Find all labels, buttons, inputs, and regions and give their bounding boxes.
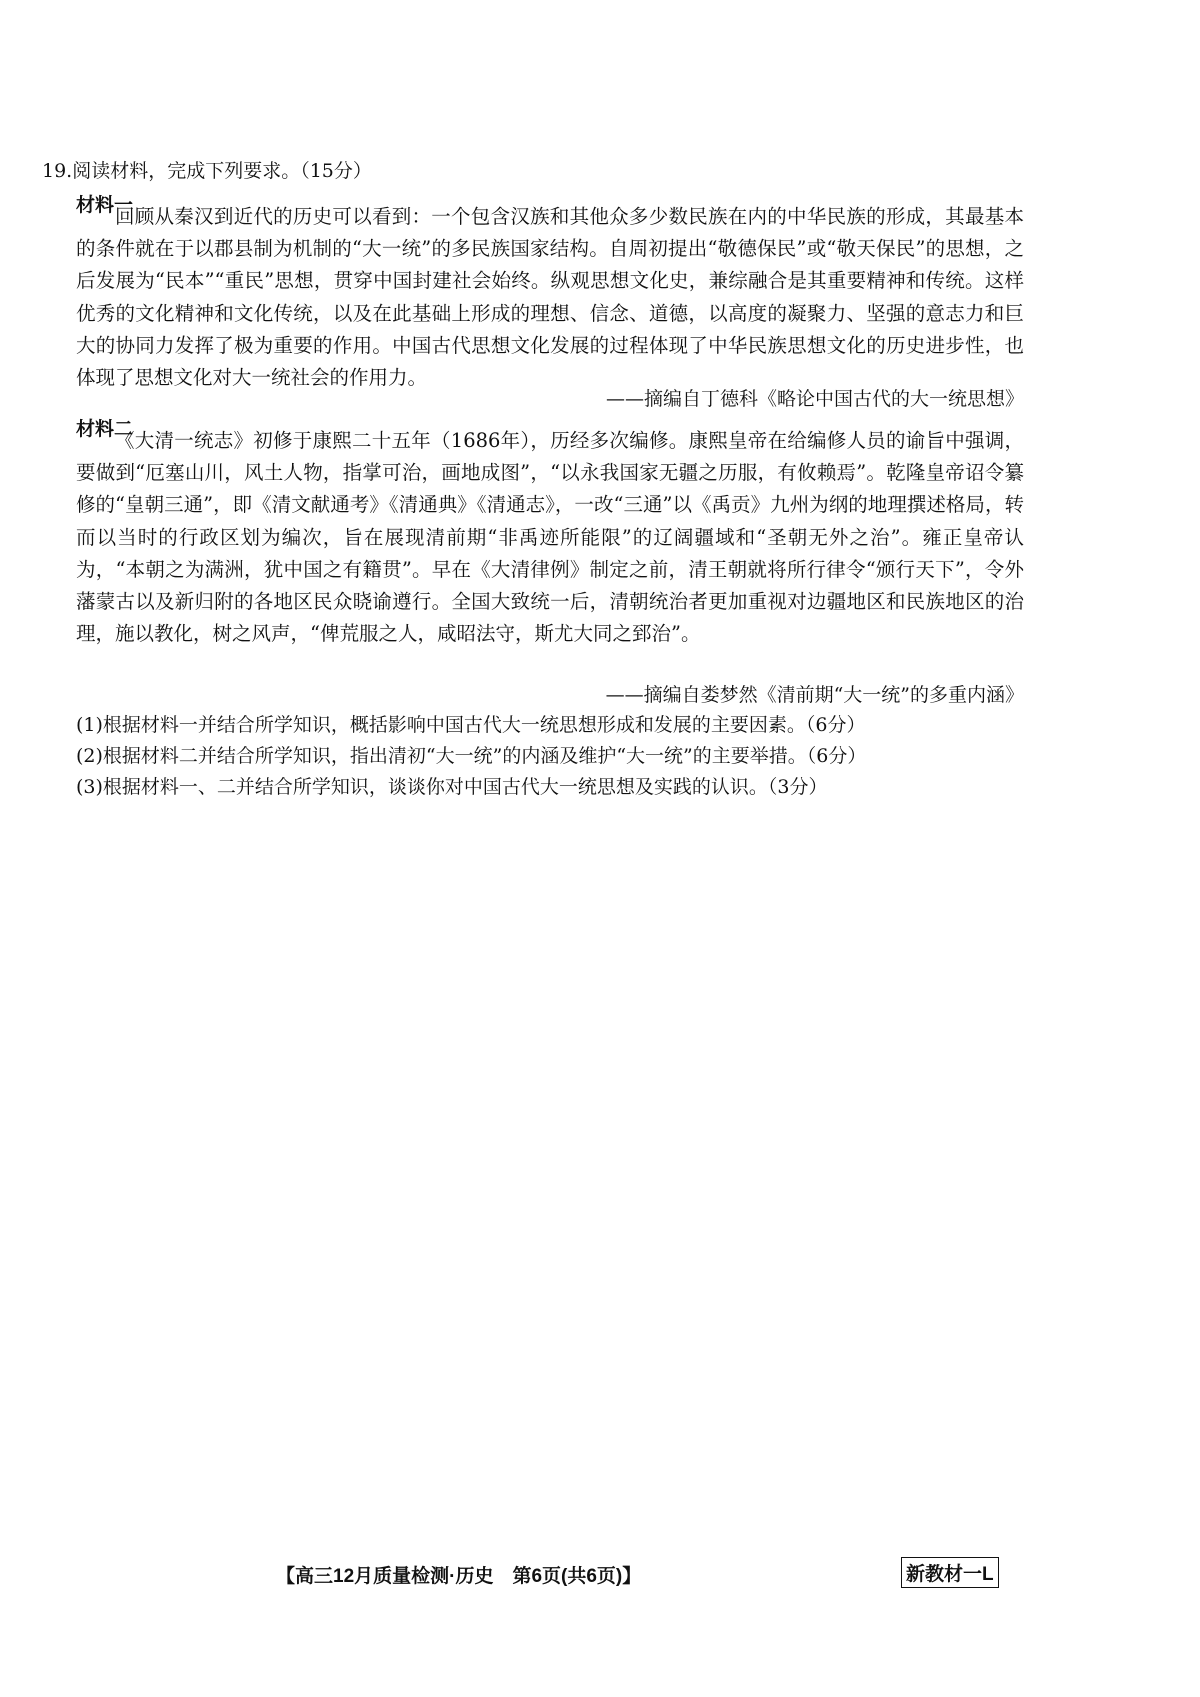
material-1-source: ——摘编自丁德科《略论中国古代的大一统思想》 (605, 388, 1024, 410)
material-2-source: ——摘编自娄梦然《清前期“大一统”的多重内涵》 (605, 684, 1024, 706)
edition-badge: 新教材一L (901, 1557, 999, 1588)
material-2-title: 材料二 (76, 418, 134, 440)
subquestion-1: (1)根据材料一并结合所学知识，概括影响中国古代大一统思想形成和发展的主要因素。（6分） (76, 714, 866, 736)
question-header: 19.阅读材料，完成下列要求。（15分） (42, 160, 372, 182)
subquestion-2: (2)根据材料二并结合所学知识，指出清初“大一统”的内涵及维护“大一统”的主要举措。（6分） (76, 745, 867, 767)
material-2-text: 《大清一统志》初修于康熙二十五年（1686年），历经多次编修。康熙皇帝在给编修人员的谕旨中强调，要做到“厄塞山川，风土人物，指掌可治，画地成图”，“以永我国家无疆之历服，有攸赖焉”。乾隆皇帝诏令纂修的“皇朝三通”，即《清文献通考》《清通典》《清通志》，一改“三通”以《禹贡》九州为纲的地理撰述格局，转而以当时的行政区划为编次，旨在展现清前期“非禹迹所能限”的辽阔疆域和“圣朝无外之治”。雍正皇帝认为，“本朝之为满洲，犹中国之有籍贯”。早在《大清律例》制定之前，清王朝就将所行律令“颁行天下”，令外藩蒙古以及新归附的各地区民众晓谕遵行。全国大致统一后，清朝统治者更加重视对边疆地区和民族地区的治理，施以教化，树之风声，“俾荒服之人，咸昭法守，斯尤大同之郅治”。 (76, 429, 1024, 646)
material-1-text: 回顾从秦汉到近代的历史可以看到：一个包含汉族和其他众多少数民族在内的中华民族的形成，其最基本的条件就在于以郡县制为机制的“大一统”的多民族国家结构。自周初提出“敬德保民”或“敬天保民”的思想，之后发展为“民本”“重民”思想，贯穿中国封建社会始终。纵观思想文化史，兼综融合是其重要精神和传统。这样优秀的文化精神和文化传统，以及在此基础上形成的理想、信念、道德，以高度的凝聚力、坚强的意志力和巨大的协同力发挥了极为重要的作用。中国古代思想文化发展的过程体现了中华民族思想文化的历史进步性，也体现了思想文化对大一统社会的作用力。 (76, 205, 1024, 390)
material-1-title: 材料一 (76, 194, 134, 216)
footer-exam-info: 【高三12月质量检测·历史 第6页(共6页)】 (276, 1566, 642, 1587)
page-footer (0, 1561, 1200, 1591)
subquestion-3: (3)根据材料一、二并结合所学知识，谈谈你对中国古代大一统思想及实践的认识。（3分） (76, 776, 828, 798)
